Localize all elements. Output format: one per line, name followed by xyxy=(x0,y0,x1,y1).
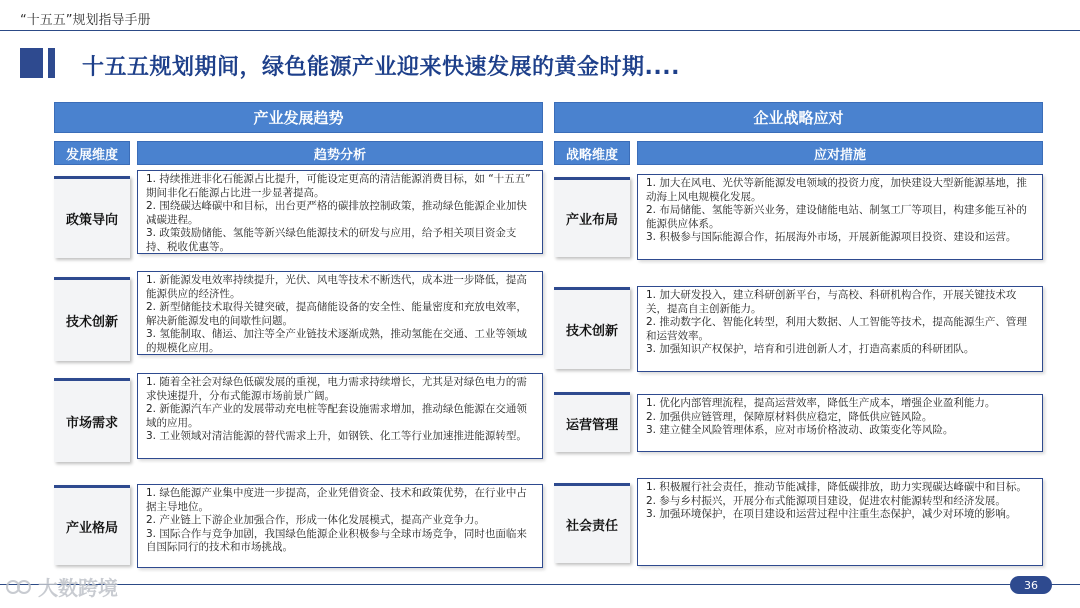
strategy-text-line: 2. 布局储能、氢能等新兴业务，建设储能电站、制氢工厂等项目，构建多能互补的能源供应体系。 xyxy=(646,204,1027,230)
top-divider xyxy=(0,30,1080,31)
trend-label-market: 市场需求 xyxy=(54,378,130,462)
strategy-text-line: 3. 加强知识产权保护，培育和引进创新人才，打造高素质的科研团队。 xyxy=(646,343,975,355)
strategy-text-line: 2. 加强供应链管理，保障原材料供应稳定，降低供应链风险。 xyxy=(646,410,933,423)
strategy-text-ops xyxy=(637,394,1043,452)
trend-text-line: 2. 围绕碳达峰碳中和目标，出台更严格的碳排放控制政策，推动绿色能源企业加快减碳进程。 xyxy=(146,200,527,226)
strategy-text-line: 1. 优化内部管理流程，提高运营效率，降低生产成本，增强企业盈利能力。 xyxy=(646,397,996,409)
trend-text-line: 2. 产业链上下游企业加强合作，形成一体化发展模式，提高产业竞争力。 xyxy=(146,514,485,526)
strategy-label-social: 社会责任 xyxy=(554,483,630,563)
trend-text-market xyxy=(137,373,543,459)
page-number: 36 xyxy=(1010,576,1052,594)
trend-text-line: 1. 持续推进非化石能源占比提升，可能设定更高的清洁能源消费目标，如 “十五五” 期间非化石能源占比进一步显著提高。 xyxy=(146,173,531,199)
trend-label-policy: 政策导向 xyxy=(54,176,130,258)
trend-analysis-header: 趋势分析 xyxy=(137,141,543,165)
trend-text-line: 1. 绿色能源产业集中度进一步提高，企业凭借资金、技术和政策优势，在行业中占据主导地位。 xyxy=(146,487,527,513)
dimension-header: 发展维度 xyxy=(54,141,130,165)
strategy-label-layout: 产业布局 xyxy=(554,177,630,257)
trend-text-policy xyxy=(137,170,543,254)
trend-text-line: 1. 随着全社会对绿色低碳发展的重视，电力需求持续增长，尤其是对绿色电力的需求快速提升，分布式能源市场前景广阔。 xyxy=(146,376,527,402)
watermark xyxy=(6,572,118,601)
strategy-text-layout xyxy=(637,174,1043,260)
trend-label-tech: 技术创新 xyxy=(54,277,130,361)
trend-text-line: 3. 工业领域对清洁能源的替代需求上升，如钢铁、化工等行业加速推进能源转型。 xyxy=(146,430,527,442)
trend-text-line: 2. 新型储能技术取得关键突破，提高储能设备的安全性、能量密度和充放电效率，解决新能源发电的间歇性问题。 xyxy=(146,301,527,327)
bottom-divider xyxy=(0,584,1080,585)
strategy-text-line: 1. 加大在风电、光伏等新能源发电领域的投资力度，加快建设大型新能源基地，推动海上风电规模化发展。 xyxy=(646,177,1027,203)
industry-trend-banner: 产业发展趋势 xyxy=(54,102,543,133)
watermark-logo-icon xyxy=(6,576,32,598)
title-accent-block xyxy=(20,48,43,78)
title-accent-bar xyxy=(48,48,55,78)
trend-text-line: 1. 新能源发电效率持续提升，光伏、风电等技术不断迭代，成本进一步降低，提高能源供应的经济性。 xyxy=(146,274,527,300)
trend-label-industry: 产业格局 xyxy=(54,485,130,565)
strategy-label-ops: 运营管理 xyxy=(554,392,630,452)
trend-text-line: 3. 国际合作与竞争加剧，我国绿色能源企业积极参与全球市场竞争，同时也面临来自国际同行的技术和市场挑战。 xyxy=(146,527,527,553)
trend-text-line: 3. 氢能制取、储运、加注等全产业链技术逐渐成熟，推动氢能在交通、工业等领域的规模化应用。 xyxy=(146,328,527,354)
measures-header: 应对措施 xyxy=(637,141,1043,165)
trend-text-line: 3. 政策鼓励储能、氢能等新兴绿色能源技术的研发与应用，给予相关项目资金支持、税收优惠等。 xyxy=(146,227,517,253)
strategy-label-tech: 技术创新 xyxy=(554,287,630,369)
strategy-text-line: 3. 积极参与国际能源合作，拓展海外市场，开展新能源项目投资、建设和运营。 xyxy=(646,231,1017,243)
strategy-text-line: 1. 积极履行社会责任，推动节能减排，降低碳排放，助力实现碳达峰碳中和目标。 xyxy=(646,481,1027,493)
strategy-text-line: 3. 建立健全风险管理体系，应对市场价格波动、政策变化等风险。 xyxy=(646,424,954,436)
watermark-text: 大数跨境 xyxy=(38,576,118,600)
trend-text-tech xyxy=(137,271,543,355)
strategy-text-line: 1. 加大研发投入，建立科研创新平台，与高校、科研机构合作，开展关键技术攻关，提高自主创新能力。 xyxy=(646,289,1017,315)
strategy-text-line: 3. 加强环境保护，在项目建设和运营过程中注重生态保护，减少对环境的影响。 xyxy=(646,508,1017,520)
document-title: “十五五”规划指导手册 xyxy=(20,13,151,28)
strategy-dimension-header: 战略维度 xyxy=(554,141,630,165)
page-title: 十五五规划期间，绿色能源产业迎来快速发展的黄金时期.... xyxy=(82,55,680,80)
strategy-text-line: 2. 参与乡村振兴，开展分布式能源项目建设，促进农村能源转型和经济发展。 xyxy=(646,494,1006,507)
strategy-text-line: 2. 推动数字化、智能化转型，利用大数据、人工智能等技术，提高能源生产、管理和运营效率。 xyxy=(646,316,1027,342)
trend-text-industry xyxy=(137,484,543,568)
strategy-text-tech xyxy=(637,286,1043,372)
trend-text-line: 2. 新能源汽车产业的发展带动充电桩等配套设施需求增加，推动绿色能源在交通领域的应用。 xyxy=(146,403,527,429)
strategy-text-social xyxy=(637,478,1043,566)
strategy-banner: 企业战略应对 xyxy=(554,102,1043,133)
